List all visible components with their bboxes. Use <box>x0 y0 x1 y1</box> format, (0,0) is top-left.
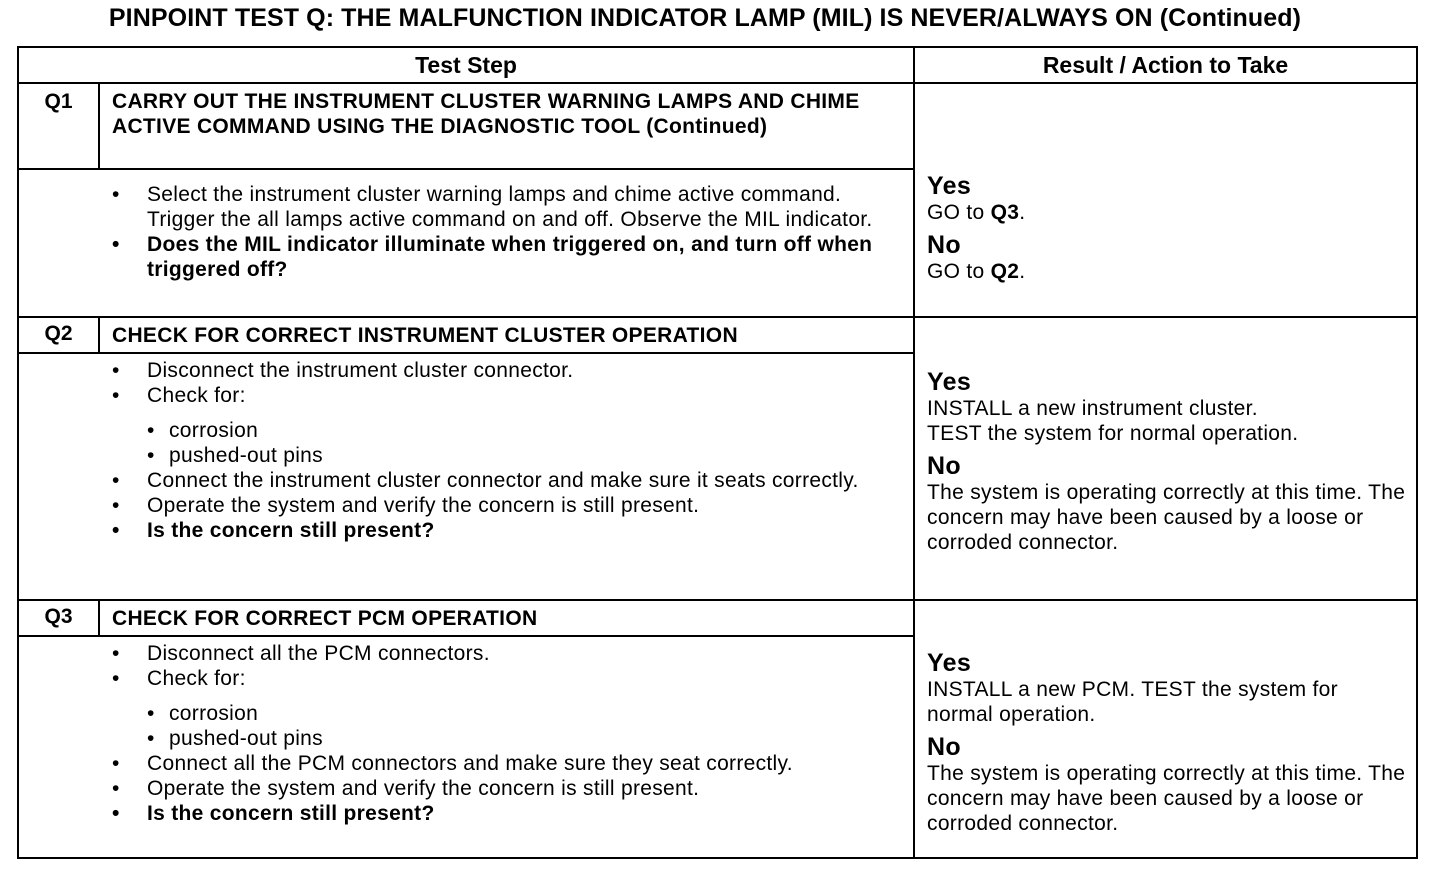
step-id: Q1 <box>18 83 99 169</box>
sub-list-item: • corrosion <box>147 419 259 442</box>
yes-label: Yes <box>927 368 972 396</box>
bullet-text: Operate the system and verify the concern is still present. <box>147 777 700 800</box>
step-q2-heading-row <box>18 317 1417 353</box>
bullet-text-question: Is the concern still present? <box>147 802 435 825</box>
step-bullet-list <box>99 354 913 549</box>
list-item: • Connect all the PCM connectors and make sure they seat correctly. <box>112 752 793 775</box>
list-item: • Select the instrument cluster warning lamps and chime active command. Trigger the all lamps active command on and off. Observe the MIL indicator. <box>112 183 873 231</box>
header-result: Result / Action to Take <box>914 47 1417 83</box>
sub-bullet-list <box>147 418 903 468</box>
header-test-step: Test Step <box>18 47 914 83</box>
list-item: • Check for: • corrosion • pushed-out pins <box>109 383 903 468</box>
yes-text: GO to <box>927 201 991 224</box>
no-target-link[interactable]: Q2 <box>990 260 1020 283</box>
list-item: • Operate the system and verify the concern is still present. <box>112 494 700 517</box>
sub-list-item: • pushed-out pins <box>147 727 323 750</box>
yes-action: INSTALL a new PCM. TEST the system for normal operation. <box>927 677 1338 726</box>
no-action: The system is operating correctly at this time. The concern may have been caused by a loose or corroded connector. <box>927 761 1406 835</box>
sub-bullet-text: corrosion <box>169 419 259 442</box>
step-heading: CARRY OUT THE INSTRUMENT CLUSTER WARNING LAMPS AND CHIME ACTIVE COMMAND USING THE DIAGNOSTIC TOOL (Continued) <box>99 83 914 169</box>
list-item: • Disconnect all the PCM connectors. <box>112 642 490 665</box>
bullet-text: Operate the system and verify the concern is still present. <box>147 494 700 517</box>
pinpoint-test-table <box>17 46 1418 859</box>
sub-bullet-list <box>147 701 903 751</box>
blank-cell <box>18 169 99 317</box>
step-heading: CHECK FOR CORRECT PCM OPERATION <box>99 600 914 636</box>
bullet-text-question: Is the concern still present? <box>147 519 435 542</box>
no-action <box>927 259 1406 284</box>
bullet-text: Select the instrument cluster warning lamps and chime active command. Trigger the all lamps active command on and off. Observe the MIL indicator. <box>147 183 873 231</box>
no-label: No <box>927 452 961 480</box>
step-bullet-list <box>99 637 913 832</box>
step-q3-heading-row <box>18 600 1417 636</box>
yes-text-end: . <box>1019 201 1026 224</box>
sub-list-item: • corrosion <box>147 702 259 725</box>
sub-bullet-text: pushed-out pins <box>169 727 323 750</box>
list-item: • Operate the system and verify the concern is still present. <box>112 777 700 800</box>
step-q1-heading-row <box>18 83 1417 169</box>
yes-label: Yes <box>927 648 972 677</box>
no-label: No <box>927 231 961 259</box>
table-header-row <box>18 47 1417 83</box>
bullet-text: Connect the instrument cluster connector and make sure it seats correctly. <box>147 469 859 492</box>
step-result <box>914 83 1417 317</box>
list-item: • Check for: • corrosion • pushed-out pins <box>109 666 903 751</box>
step-id: Q2 <box>18 317 99 353</box>
bullet-text: Disconnect the instrument cluster connector. <box>147 359 574 382</box>
step-body <box>99 636 914 858</box>
sub-bullet-text: pushed-out pins <box>169 444 323 467</box>
no-text-end: . <box>1019 260 1026 283</box>
step-id: Q3 <box>18 600 99 636</box>
step-result <box>914 317 1417 600</box>
step-body <box>99 169 914 317</box>
no-action: The system is operating correctly at this time. The concern may have been caused by a loose or corroded connector. <box>927 481 1406 554</box>
sub-list-item: • pushed-out pins <box>147 444 323 467</box>
step-heading: CHECK FOR CORRECT INSTRUMENT CLUSTER OPERATION <box>99 317 914 353</box>
sub-bullet-text: corrosion <box>169 702 259 725</box>
page-title: PINPOINT TEST Q: THE MALFUNCTION INDICATOR LAMP (MIL) IS NEVER/ALWAYS ON (Continued) <box>108 4 1302 32</box>
bullet-text: Check for: <box>147 667 246 690</box>
list-item: • Connect the instrument cluster connector and make sure it seats correctly. <box>112 469 859 492</box>
bullet-text-question: Does the MIL indicator illuminate when triggered on, and turn off when triggered off? <box>147 233 873 281</box>
bullet-text: Check for: <box>147 384 246 407</box>
bullet-text: Connect all the PCM connectors and make sure they seat correctly. <box>147 752 793 775</box>
bullet-text: Disconnect all the PCM connectors. <box>147 642 490 665</box>
yes-target-link[interactable]: Q3 <box>990 201 1020 224</box>
list-item: • Is the concern still present? <box>112 802 435 825</box>
yes-action-2: TEST the system for normal operation. <box>927 422 1299 445</box>
yes-action-1: INSTALL a new instrument cluster. <box>927 397 1258 420</box>
yes-label: Yes <box>927 172 972 200</box>
step-body <box>99 353 914 600</box>
yes-action <box>927 200 1406 225</box>
blank-cell <box>18 636 99 858</box>
list-item: • Is the concern still present? <box>112 519 435 542</box>
list-item: • Does the MIL indicator illuminate when triggered on, and turn off when triggered off? <box>112 233 873 281</box>
list-item: • Disconnect the instrument cluster connector. <box>112 359 574 382</box>
no-text: GO to <box>927 260 991 283</box>
step-result <box>914 600 1417 858</box>
no-label: No <box>927 732 961 761</box>
step-bullet-list <box>99 170 913 288</box>
